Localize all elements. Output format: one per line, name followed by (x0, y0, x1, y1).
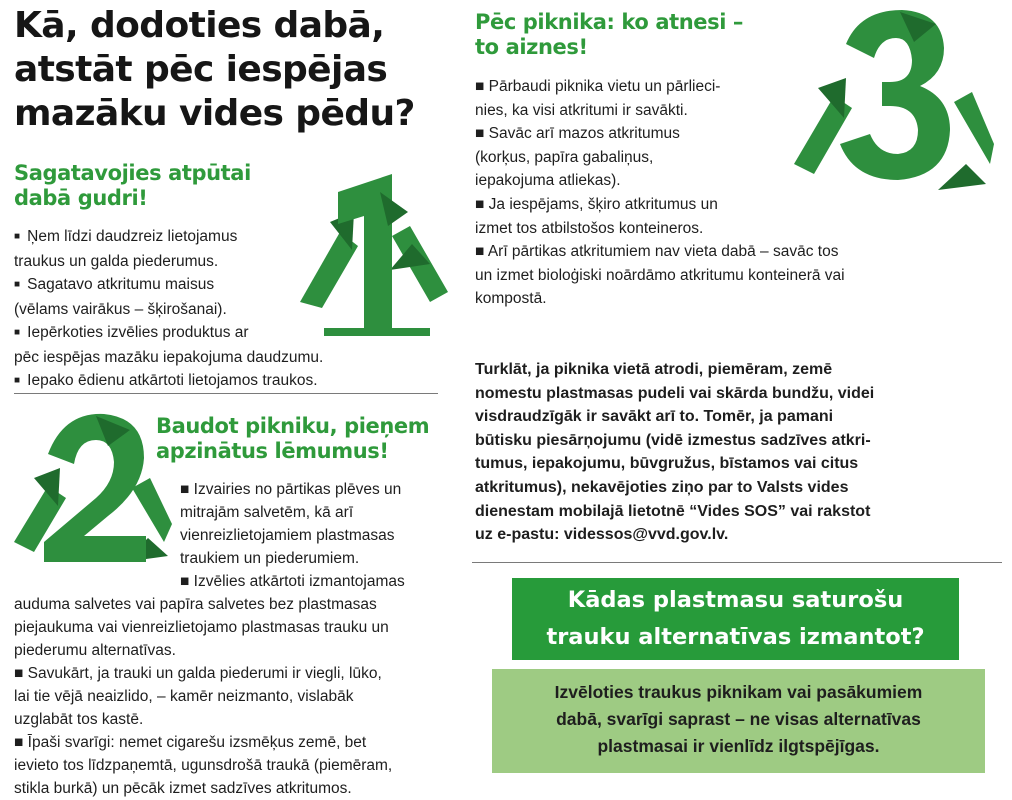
item-line: (vēlams vairākus – šķirošanai). (14, 301, 227, 318)
list-item (14, 273, 414, 321)
text-line: nomestu plastmasas pudeli vai skārda bundžu, videi (475, 384, 875, 402)
callout-body (492, 669, 985, 773)
section3-text (475, 75, 985, 311)
item-line: Iepērkoties izvēlies produktus ar (27, 324, 249, 341)
section1-number (280, 152, 281, 153)
item-line: Iepako ēdienu atkārtoti lietojamos traukos. (27, 372, 318, 389)
heading-line: Sagatavojies atpūtai (14, 161, 251, 185)
section3-heading (475, 10, 805, 60)
text-line: ievieto tos līdzpaņemtā, ugunsdrošā traukā (piemēram, (14, 757, 393, 774)
divider (14, 393, 438, 394)
text-line: ■ Savukārt, ja trauki un galda piederumi ir viegli, lūko, (14, 665, 382, 682)
text-line: auduma salvetes vai papīra salvetes bez plastmasas (14, 596, 377, 613)
callout-body-line: dabā, svarīgi saprast – ne visas alternatīvas (556, 709, 921, 729)
page-title (14, 4, 434, 136)
section1-heading (14, 161, 314, 211)
item-line: Sagatavo atkritumu maisus (27, 276, 215, 293)
text-line: vienreizlietojamiem plastmasas (180, 527, 395, 544)
text-line: mitrajām salvetēm, kā arī (180, 504, 354, 521)
divider (472, 562, 1002, 563)
item-line: Ņem līdzi daudzreiz lietojamus (27, 228, 238, 245)
text-line: kompostā. (475, 290, 547, 308)
text-line: piejaukuma vai vienreizlietojamo plastmasas trauku un (14, 619, 389, 636)
section3-number (790, 4, 791, 5)
section2-indented-text (180, 478, 440, 593)
text-line: nies, ka visi atkritumi ir savākti. (475, 101, 688, 119)
text-line: iepakojuma atliekas). (475, 172, 621, 190)
heading-line: Baudot pikniku, pieņem (156, 414, 430, 438)
text-line: ■ Ja iespējams, šķiro atkritumus un (475, 195, 718, 213)
text-line: piederumu alternatīvas. (14, 642, 176, 659)
text-line: atkritumus), nekavējoties ziņo par to Valsts vides (475, 478, 849, 496)
text-line: ■ Izvēlies atkārtoti izmantojamas (180, 573, 405, 590)
pollution-note (475, 358, 995, 547)
text-line: būtisku piesārņojumu (vidē izmestus sadzīves atkri- (475, 431, 871, 449)
callout-title-line: trauku alternatīvas izmantot? (546, 624, 925, 650)
text-line: ■ Pārbaudi piknika vietu un pārlieci- (475, 78, 721, 95)
item-line: traukus un galda piederumus. (14, 253, 219, 270)
heading-line: Pēc piknika: ko atnesi – (475, 10, 744, 34)
list-item (14, 369, 414, 394)
list-item (14, 321, 414, 369)
heading-line: apzinātus lēmumus! (156, 439, 389, 463)
title-line: atstāt pēc iespējas (14, 49, 388, 90)
item-line: pēc iespējas mazāku iepakojuma daudzumu. (14, 349, 324, 366)
section2-heading (156, 414, 446, 464)
text-line: stikla burkā) un pēcāk izmet sadzīves atkritumos. (14, 780, 352, 797)
heading-line: dabā gudri! (14, 186, 148, 210)
callout-body-line: plastmasai ir vienlīdz ilgtspējīgas. (597, 736, 880, 756)
recycle-number-2-icon (4, 402, 174, 582)
heading-line: to aiznes! (475, 35, 588, 59)
section2-full-text (14, 593, 444, 800)
section2-number (4, 402, 5, 403)
text-line: ■ Īpaši svarīgi: nemet cigarešu izsmēķus zemē, bet (14, 734, 367, 751)
title-line: Kā, dodoties dabā, (14, 5, 385, 46)
text-line: Turklāt, ja piknika vietā atrodi, piemēram, zemē (475, 361, 833, 378)
text-line: visdraudzīgāk ir savākt arī to. Tomēr, ja pamani (475, 408, 834, 426)
text-line: ■ Izvairies no pārtikas plēves un (180, 481, 402, 498)
text-line: ■ Savāc arī mazos atkritumus (475, 125, 680, 143)
text-line: un izmet bioloģiski noārdāmo atkritumu konteinerā vai (475, 266, 845, 284)
text-line: uzglabāt tos kastē. (14, 711, 144, 728)
section1-list (14, 225, 414, 394)
text-line: lai tie vējā neaizlido, – kamēr neizmanto, vislabāk (14, 688, 354, 705)
text-line: (korķus, papīra gabaliņus, (475, 148, 654, 166)
text-line: tumus, iepakojumu, būvgružus, bīstamos vai citus (475, 455, 859, 473)
callout-title (512, 578, 959, 660)
text-line: izmet tos atbilstošos konteineros. (475, 219, 704, 237)
text-line: ■ Arī pārtikas atkritumiem nav vieta dabā – savāc tos (475, 243, 839, 261)
callout-title-line: Kādas plastmasu saturošu (567, 587, 904, 613)
list-item (14, 225, 414, 273)
callout-body-line: Izvēloties traukus piknikam vai pasākumiem (554, 682, 923, 702)
text-line: dienestam mobilajā lietotnē “Vides SOS” vai rakstot (475, 502, 871, 520)
text-line: traukiem un piederumiem. (180, 550, 360, 567)
text-line: uz e-pastu: videssos@vvd.gov.lv. (475, 526, 729, 544)
title-line: mazāku vides pēdu? (14, 93, 415, 134)
